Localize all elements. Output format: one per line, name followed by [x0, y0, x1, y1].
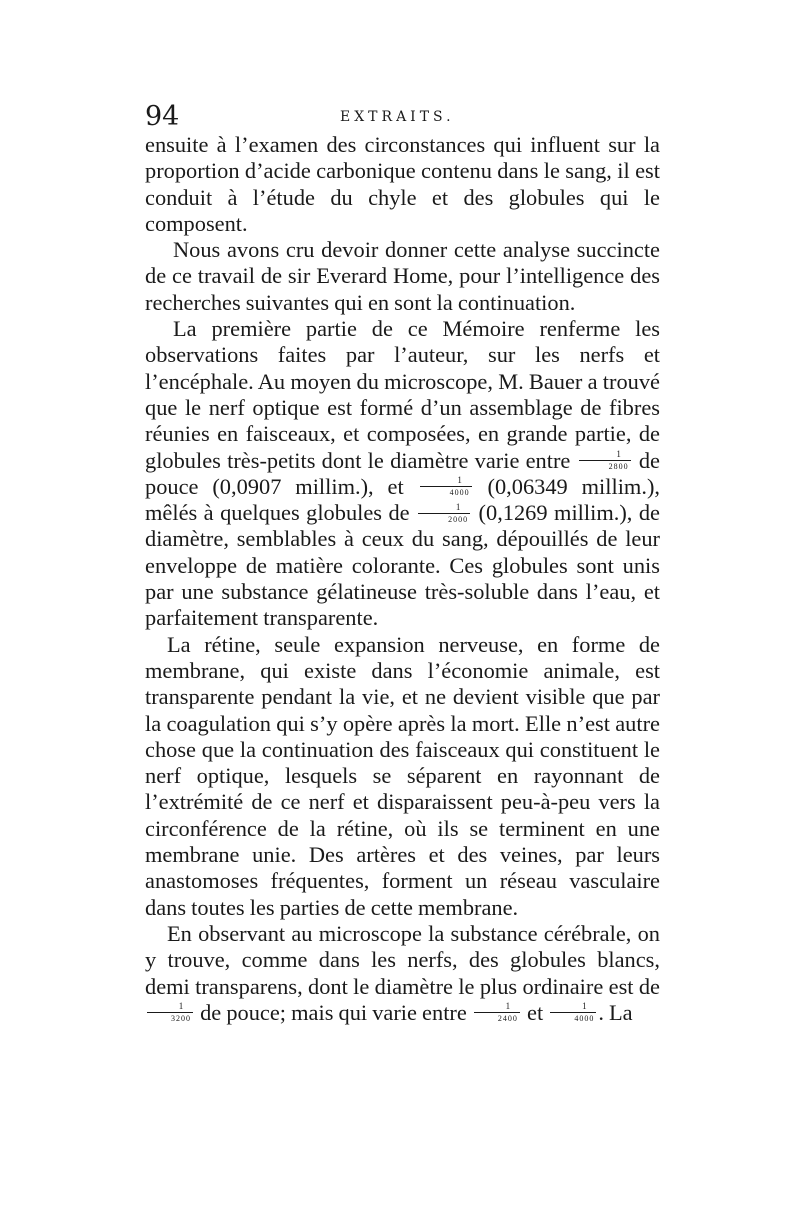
paragraph-3 [145, 316, 660, 632]
paragraph-3-text-1: La première partie de ce Mémoire renferme les observations faites par l’auteur, sur les nerfs et l’encéphale. Au moyen du microscope, M. Bauer a trouvé que le nerf optique est formé d’un assemblage de fibres réunies en faisceaux, et composées, en grande partie, de globules très-petits dont le diamètre varie entre [145, 316, 660, 473]
fraction-numerator: 1 [579, 450, 631, 461]
paragraph-2-text: Nous avons cru devoir donner cette analyse succincte de ce travail de sir Everard Home, pour l’intelligence des recherches suivantes qui en sont la continuation. [145, 237, 660, 315]
fraction-denominator: 3200 [171, 1014, 191, 1024]
fraction-denominator: 4000 [449, 488, 470, 498]
paragraph-5-text-2: de pouce; mais qui varie entre [200, 999, 467, 1025]
fraction-numerator: 1 [474, 1002, 520, 1013]
paragraph-5 [145, 921, 660, 1026]
paragraph-5-text-1: En observant au microscope la substance cérébrale, on y trouve, comme dans les nerfs, des globules blancs, demi transparens, dont le diamètre le plus ordinaire est de [145, 920, 660, 999]
paragraph-4 [145, 632, 660, 921]
paragraph-2 [145, 237, 660, 316]
fraction-denominator: 2000 [448, 514, 469, 524]
fraction-1-2000 [418, 503, 470, 524]
fraction-1-3200 [147, 1002, 193, 1023]
paragraph-1: ensuite à l’examen des circonstances qui influent sur la proportion d’acide carbonique contenu dans le sang, il est conduit à l’étude du chyle et des globules qui le composent. [145, 132, 660, 236]
fraction-1-4000 [420, 476, 472, 497]
fraction-numerator: 1 [147, 1002, 193, 1013]
fraction-1-2800 [579, 450, 631, 471]
fraction-numerator: 1 [550, 1002, 596, 1013]
paragraph-5-text-3: et [527, 999, 544, 1025]
fraction-numerator: 1 [418, 503, 470, 514]
body-text [145, 132, 660, 1026]
fraction-denominator: 4000 [574, 1014, 595, 1024]
page-number: 94 [145, 101, 180, 132]
fraction-numerator: 1 [420, 476, 472, 487]
paragraph-3-text-3: (0,06349 millim.), mêlés à quelques globules de [145, 473, 661, 526]
page-header [145, 100, 660, 134]
fraction-denominator: 2400 [497, 1014, 518, 1024]
fraction-1-2400 [474, 1002, 520, 1023]
fraction-1-4000-second [550, 1002, 596, 1023]
paragraph-4-text: La rétine, seule expansion nerveuse, en forme de membrane, qui existe dans l’économie animale, est transparente pendant la vie, et ne devient visible que par la coagulation qui s’y opère après la mort. Elle n’est autre chose que la continuation des faisceaux qui constituent le nerf optique, lesquels se séparent en rayonnant de l’extrémité de ce nerf et disparaissent peu-à-peu vers la circonférence de la rétine, où ils se terminent en une membrane unie. Des artères et des veines, par leurs anastomoses fréquentes, forment un réseau vasculaire dans toutes les parties de cette membrane. [145, 631, 660, 920]
paragraph-5-text-4: . La [598, 999, 633, 1025]
paragraph-3-text-2: de pouce (0,0907 millim.), et [145, 447, 660, 499]
paragraph-3-text-4: (0,1269 millim.), de diamètre, semblables à ceux du sang, dépouillés de leur enveloppe de matière colorante. Ces globules sont unis par une substance gélatineuse très-soluble dans l’eau, et parfaitement transparente. [145, 500, 660, 631]
running-head: EXTRAITS. [340, 109, 455, 125]
fraction-denominator: 2800 [608, 461, 629, 471]
